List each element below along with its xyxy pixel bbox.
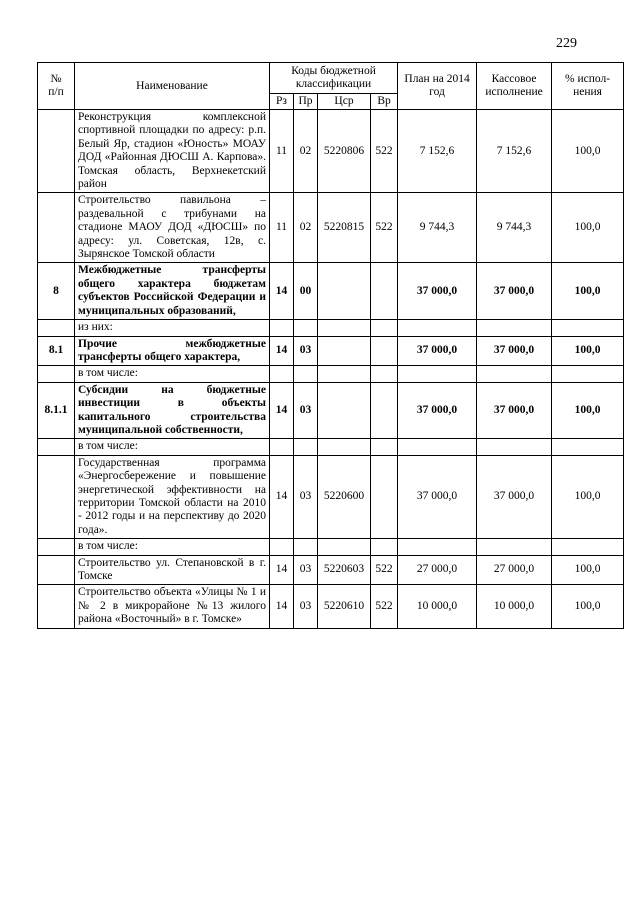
num-cell <box>38 366 75 382</box>
empty-cell <box>552 320 624 336</box>
exec-cell: 27 000,0 <box>477 555 552 585</box>
table-row <box>38 263 624 320</box>
rz-cell: 11 <box>270 193 294 263</box>
num-cell <box>38 585 75 628</box>
name-cell: Строительство павильона – раздевальной с трибунами на стадионе МАОУ ДОД «ДЮСШ» по адресу: ул. Советская, 12в, с. Зырянское Томской области <box>75 193 270 263</box>
rz-cell: 14 <box>270 336 294 366</box>
csr-cell <box>318 263 371 320</box>
subheading-cell: в том числе: <box>75 366 270 382</box>
rz-cell: 14 <box>270 263 294 320</box>
header-pct: % испол-нения <box>552 63 624 110</box>
header-plan: План на 2014 год <box>398 63 477 110</box>
pct-cell: 100,0 <box>552 110 624 193</box>
empty-cell <box>294 439 318 455</box>
header-rz: Рз <box>270 94 294 110</box>
exec-cell: 37 000,0 <box>477 263 552 320</box>
empty-cell <box>294 320 318 336</box>
csr-cell: 5220610 <box>318 585 371 628</box>
exec-cell: 37 000,0 <box>477 382 552 439</box>
pr-cell: 03 <box>294 336 318 366</box>
vr-cell <box>371 382 398 439</box>
empty-cell <box>477 439 552 455</box>
rz-cell: 14 <box>270 585 294 628</box>
plan-cell: 27 000,0 <box>398 555 477 585</box>
table-row <box>38 555 624 585</box>
pr-cell: 03 <box>294 555 318 585</box>
header-csr: Цср <box>318 94 371 110</box>
header-name: Наименование <box>75 63 270 110</box>
subheading-cell: в том числе: <box>75 539 270 555</box>
num-cell <box>38 539 75 555</box>
empty-cell <box>398 366 477 382</box>
csr-cell <box>318 382 371 439</box>
pr-cell: 00 <box>294 263 318 320</box>
plan-cell: 10 000,0 <box>398 585 477 628</box>
num-cell <box>38 110 75 193</box>
empty-cell <box>270 439 294 455</box>
empty-cell <box>318 320 371 336</box>
name-cell: Реконструкция комплексной спортивной площадки по адресу: р.п. Белый Яр, стадион «Юность» МОАУ ДОД «Районная ДЮСШ А. Карпова». Томская область, Верхнекетский район <box>75 110 270 193</box>
num-cell: 8.1.1 <box>38 382 75 439</box>
empty-cell <box>371 320 398 336</box>
empty-cell <box>318 539 371 555</box>
vr-cell <box>371 455 398 538</box>
plan-cell: 37 000,0 <box>398 263 477 320</box>
exec-cell: 9 744,3 <box>477 193 552 263</box>
num-cell: 8.1 <box>38 336 75 366</box>
empty-cell <box>318 366 371 382</box>
plan-cell: 37 000,0 <box>398 455 477 538</box>
num-cell <box>38 439 75 455</box>
empty-cell <box>371 539 398 555</box>
csr-cell: 5220600 <box>318 455 371 538</box>
vr-cell <box>371 336 398 366</box>
table-row <box>38 455 624 538</box>
empty-cell <box>552 366 624 382</box>
pr-cell: 03 <box>294 382 318 439</box>
name-cell: Прочие межбюджетные трансферты общего характера, <box>75 336 270 366</box>
header-vr: Вр <box>371 94 398 110</box>
plan-cell: 9 744,3 <box>398 193 477 263</box>
pct-cell: 100,0 <box>552 455 624 538</box>
rz-cell: 14 <box>270 455 294 538</box>
empty-cell <box>294 366 318 382</box>
header-codes: Коды бюджетной классификации <box>270 63 398 94</box>
subheading-cell: в том числе: <box>75 439 270 455</box>
plan-cell: 37 000,0 <box>398 336 477 366</box>
empty-cell <box>270 539 294 555</box>
page-number: 229 <box>556 36 577 51</box>
name-cell: Строительство объекта «Улицы № 1 и № 2 в микрорайоне №13 жилого района «Восточный» в г. Томске» <box>75 585 270 628</box>
header-exec: Кассовое исполнение <box>477 63 552 110</box>
empty-cell <box>294 539 318 555</box>
empty-cell <box>270 320 294 336</box>
pr-cell: 03 <box>294 455 318 538</box>
vr-cell: 522 <box>371 585 398 628</box>
num-cell <box>38 455 75 538</box>
vr-cell: 522 <box>371 110 398 193</box>
rz-cell: 14 <box>270 555 294 585</box>
pr-cell: 02 <box>294 110 318 193</box>
exec-cell: 37 000,0 <box>477 336 552 366</box>
pr-cell: 02 <box>294 193 318 263</box>
csr-cell <box>318 336 371 366</box>
num-cell <box>38 193 75 263</box>
name-cell: Субсидии на бюджетные инвестиции в объекты капитального строительства муниципальной собственности, <box>75 382 270 439</box>
pr-cell: 03 <box>294 585 318 628</box>
csr-cell: 5220603 <box>318 555 371 585</box>
num-cell <box>38 555 75 585</box>
exec-cell: 10 000,0 <box>477 585 552 628</box>
rz-cell: 11 <box>270 110 294 193</box>
empty-cell <box>398 320 477 336</box>
pct-cell: 100,0 <box>552 382 624 439</box>
table-row <box>38 193 624 263</box>
table-row <box>38 382 624 439</box>
plan-cell: 7 152,6 <box>398 110 477 193</box>
pct-cell: 100,0 <box>552 193 624 263</box>
pct-cell: 100,0 <box>552 336 624 366</box>
empty-cell <box>270 366 294 382</box>
num-cell: 8 <box>38 263 75 320</box>
empty-cell <box>318 439 371 455</box>
exec-cell: 37 000,0 <box>477 455 552 538</box>
table-row <box>38 320 624 336</box>
empty-cell <box>552 439 624 455</box>
empty-cell <box>371 366 398 382</box>
empty-cell <box>477 366 552 382</box>
table-row <box>38 439 624 455</box>
num-cell <box>38 320 75 336</box>
table-row <box>38 110 624 193</box>
csr-cell: 5220815 <box>318 193 371 263</box>
empty-cell <box>477 320 552 336</box>
table-row <box>38 336 624 366</box>
empty-cell <box>398 539 477 555</box>
exec-cell: 7 152,6 <box>477 110 552 193</box>
name-cell: Государственная программа «Энергосбережение и повышение энергетической эффективности на территории Томской области на 2010 - 2012 годы и на перспективу до 2020 года». <box>75 455 270 538</box>
table-row <box>38 585 624 628</box>
empty-cell <box>552 539 624 555</box>
table-row <box>38 539 624 555</box>
header-pr: Пр <box>294 94 318 110</box>
vr-cell: 522 <box>371 555 398 585</box>
empty-cell <box>398 439 477 455</box>
pct-cell: 100,0 <box>552 555 624 585</box>
empty-cell <box>371 439 398 455</box>
budget-table <box>37 62 624 629</box>
pct-cell: 100,0 <box>552 585 624 628</box>
rz-cell: 14 <box>270 382 294 439</box>
pct-cell: 100,0 <box>552 263 624 320</box>
vr-cell <box>371 263 398 320</box>
empty-cell <box>477 539 552 555</box>
header-num: № п/п <box>38 63 75 110</box>
plan-cell: 37 000,0 <box>398 382 477 439</box>
name-cell: Строительство ул. Степановской в г. Томске <box>75 555 270 585</box>
csr-cell: 5220806 <box>318 110 371 193</box>
table-row <box>38 366 624 382</box>
subheading-cell: из них: <box>75 320 270 336</box>
name-cell: Межбюджетные трансферты общего характера бюджетам субъектов Российской Федерации и муниципальных образований, <box>75 263 270 320</box>
vr-cell: 522 <box>371 193 398 263</box>
